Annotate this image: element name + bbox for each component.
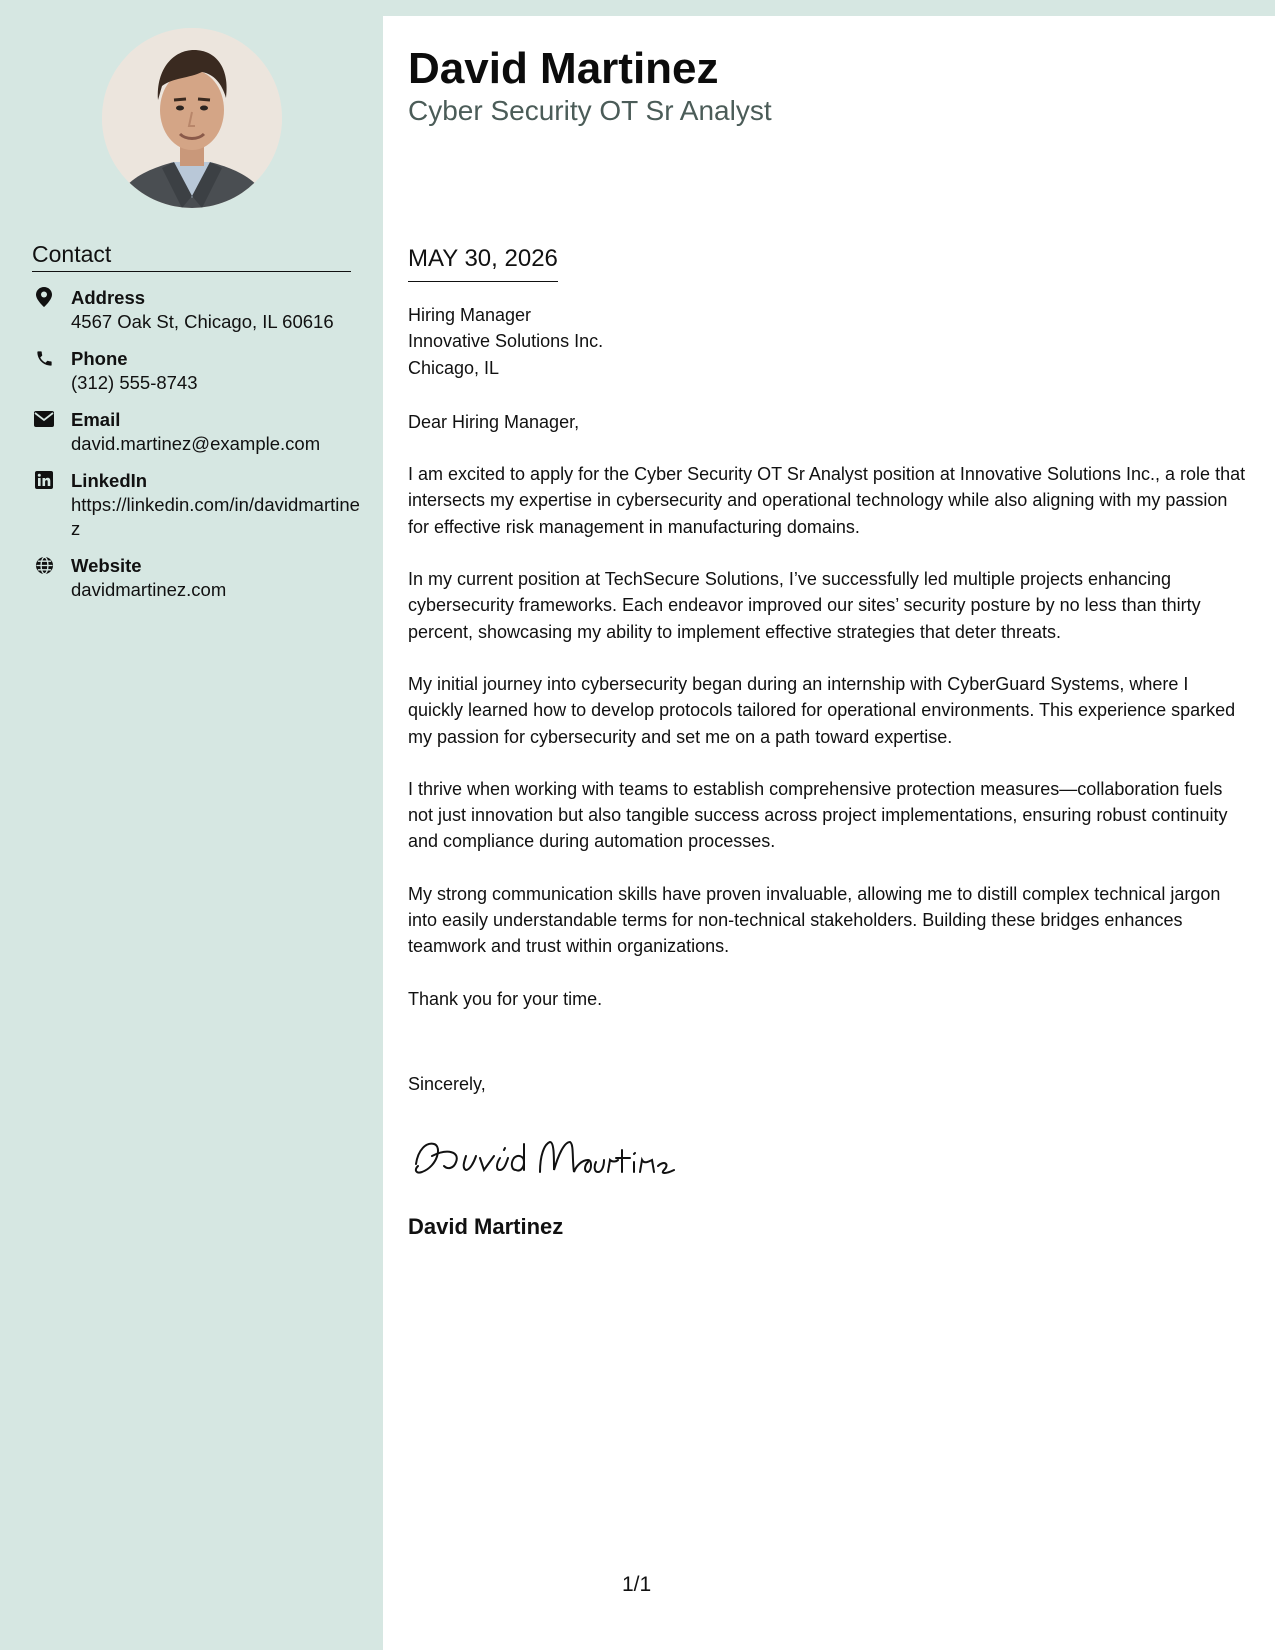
contact-website xyxy=(32,553,362,602)
letter-paragraph: I am excited to apply for the Cyber Security OT Sr Analyst position at Innovative Solutions Inc., a role that intersects my expertise in cybersecurity and operational technology while also aligning with my passion for effective risk management in manufacturing domains. xyxy=(408,464,1246,537)
contact-label: Email xyxy=(71,409,121,430)
contact-label: LinkedIn xyxy=(71,470,148,491)
handwritten-signature xyxy=(408,1126,678,1186)
profile-photo xyxy=(102,28,282,208)
letter-paragraph: My strong communication skills have proven invaluable, allowing me to distill complex technical jargon into easily understandable terms for non-technical stakeholders. Building these bridges enhances teamwork and trust within organizations. xyxy=(408,883,1221,957)
recipient-block xyxy=(408,302,1248,381)
contact-phone xyxy=(32,346,362,395)
page-number: 1/1 xyxy=(622,1573,652,1596)
salutation: Dear Hiring Manager, xyxy=(408,411,580,432)
contact-label: Website xyxy=(71,555,142,576)
contact-email xyxy=(32,407,362,456)
contact-list xyxy=(32,285,362,614)
letter-paragraph: In my current position at TechSecure Solutions, I’ve successfully led multiple projects enhancing cybersecurity frameworks. Each endeavor improved our sites’ security posture by no less than thirty percent, showcasing my ability to implement effective strategies that deter threats. xyxy=(408,569,1201,642)
envelope-icon xyxy=(34,409,54,429)
recipient-line: Chicago, IL xyxy=(408,357,500,378)
sidebar xyxy=(0,0,383,1650)
contact-label: Phone xyxy=(71,348,128,369)
closing: Sincerely, xyxy=(408,1074,486,1094)
contact-heading: Contact xyxy=(32,240,351,272)
address-value: 4567 Oak St, Chicago, IL 60616 xyxy=(71,311,334,332)
recipient-line: Innovative Solutions Inc. xyxy=(408,331,604,352)
applicant-role: Cyber Security OT Sr Analyst xyxy=(408,95,772,126)
recipient-line: Hiring Manager xyxy=(408,305,532,325)
phone-value: (312) 555-8743 xyxy=(71,372,198,393)
letter-paragraph: I thrive when working with teams to establish comprehensive protection measures—collaboration fuels not just innovation but also tangible success across project implementations, ensuring robust continuity and compliance during automation processes. xyxy=(408,778,1228,852)
letter-paragraph: Thank you for your time. xyxy=(408,988,603,1009)
contact-label: Address xyxy=(71,287,146,308)
linkedin-icon xyxy=(34,470,54,490)
letter-body xyxy=(408,302,1248,1012)
letter-paragraph: My initial journey into cybersecurity began during an internship with CyberGuard Systems, where I quickly learned how to develop protocols tailored for operational environments. This experience sparked my passion for cybersecurity and set me on a path toward expertise. xyxy=(408,673,1236,747)
website-value[interactable]: davidmartinez.com xyxy=(71,579,227,600)
contact-address xyxy=(32,285,362,334)
phone-icon xyxy=(34,348,54,368)
linkedin-value[interactable]: https://linkedin.com/in/davidmartinez xyxy=(71,494,360,539)
signed-name: David Martinez xyxy=(408,1214,564,1239)
contact-linkedin xyxy=(32,468,362,541)
globe-icon xyxy=(34,555,54,575)
map-pin-icon xyxy=(34,287,54,307)
applicant-name: David Martinez xyxy=(408,44,719,93)
letter-date: MAY 30, 2026 xyxy=(408,243,558,282)
email-value: david.martinez@example.com xyxy=(71,433,321,454)
